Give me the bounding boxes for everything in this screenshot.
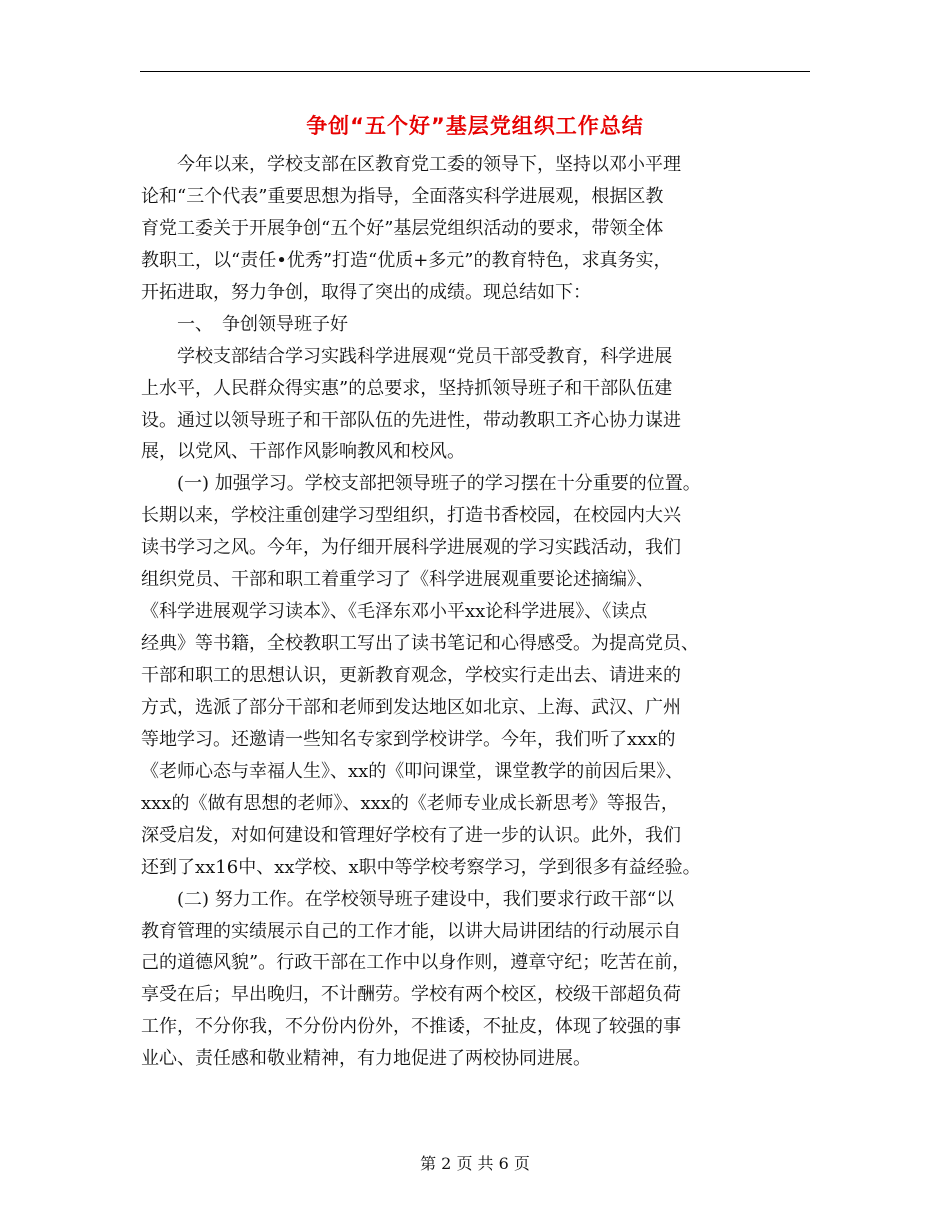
body-line: 己的道德风貌”。行政干部在工作中以身作则，遵章守纪；吃苦在前，: [141, 952, 691, 974]
body-line: 《科学进展观学习读本》、《毛泽东邓小平xx论科学进展》、《读点: [141, 601, 648, 623]
document-body: [141, 149, 809, 1075]
body-line: 展，以党风、干部作风影响教风和校风。: [141, 441, 465, 463]
body-line: 深受启发，对如何建设和管理好学校有了进一步的认识。此外，我们: [141, 824, 681, 846]
body-line: 享受在后；早出晚归，不计酬劳。学校有两个校区，校级干部超负荷: [141, 984, 681, 1006]
body-line: 干部和职工的思想认识，更新教育观念，学校实行走出去、请进来的: [141, 665, 681, 686]
body-line: 方式，选派了部分干部和老师到发达地区如北京、上海、武汉、广州: [141, 696, 681, 718]
page-number-footer: 第 2 页 共 6 页: [420, 1154, 530, 1173]
body-line: 育党工委关于开展争创“五个好”基层党组织活动的要求，带领全体: [141, 217, 664, 239]
body-line: 还到了xx16中、xx学校、x职中等学校考察学习，学到很多有益经验。: [141, 856, 701, 878]
body-line: 读书学习之风。今年，为仔细开展科学进展观的学习实践活动，我们: [141, 537, 681, 559]
body-line: 工作，不分你我，不分份内份外，不推诿，不扯皮，体现了较强的事: [141, 1016, 681, 1038]
body-line: 学校支部结合学习实践科学进展观“党员干部受教育，科学进展: [141, 345, 673, 367]
body-line: (一) 加强学习。学校支部把领导班子的学习摆在十分重要的位置。: [141, 473, 701, 495]
body-line: 教育管理的实绩展示自己的工作才能，以讲大局讲团结的行动展示自: [141, 920, 681, 942]
body-line: 经典》等书籍，全校教职工写出了读书笔记和心得感受。为提高党员、: [141, 633, 699, 655]
body-line: 业心、责任感和敬业精神，有力地促进了两校协同进展。: [141, 1048, 591, 1070]
body-line: 组织党员、干部和职工着重学习了《科学进展观重要论述摘编》、: [141, 569, 654, 591]
body-line: (二) 努力工作。在学校领导班子建设中，我们要求行政干部“以: [141, 888, 674, 910]
body-line: 《老师心态与幸福人生》、xx的《叩问课堂，课堂教学的前因后果》、: [141, 760, 684, 782]
section-heading: 一、 争创领导班子好: [141, 313, 348, 335]
document-title: 争创“五个好”基层党组织工作总结: [306, 114, 644, 138]
body-line: 设。通过以领导班子和干部队伍的先进性，带动教职工齐心协力谋进: [141, 409, 681, 431]
body-line: 开拓进取，努力争创，取得了突出的成绩。现总结如下：: [141, 281, 591, 303]
body-line: 等地学习。还邀请一些知名专家到学校讲学。今年，我们听了xxx的: [141, 728, 676, 750]
body-line: 论和“三个代表”重要思想为指导，全面落实科学进展观，根据区教: [141, 185, 664, 207]
body-line: 今年以来，学校支部在区教育党工委的领导下，坚持以邓小平理: [141, 154, 681, 175]
body-line: 教职工，以“责任•优秀”打造“优质+多元”的教育特色，求真务实，: [141, 249, 672, 271]
body-line: 上水平，人民群众得实惠”的总要求，坚持抓领导班子和干部队伍建: [141, 377, 673, 399]
body-line: 长期以来，学校注重创建学习型组织，打造书香校园，在校园内大兴: [141, 505, 681, 527]
header-rule: [140, 71, 810, 72]
body-line: xxx的《做有思想的老师》、xxx的《老师专业成长新思考》等报告，: [141, 792, 679, 814]
